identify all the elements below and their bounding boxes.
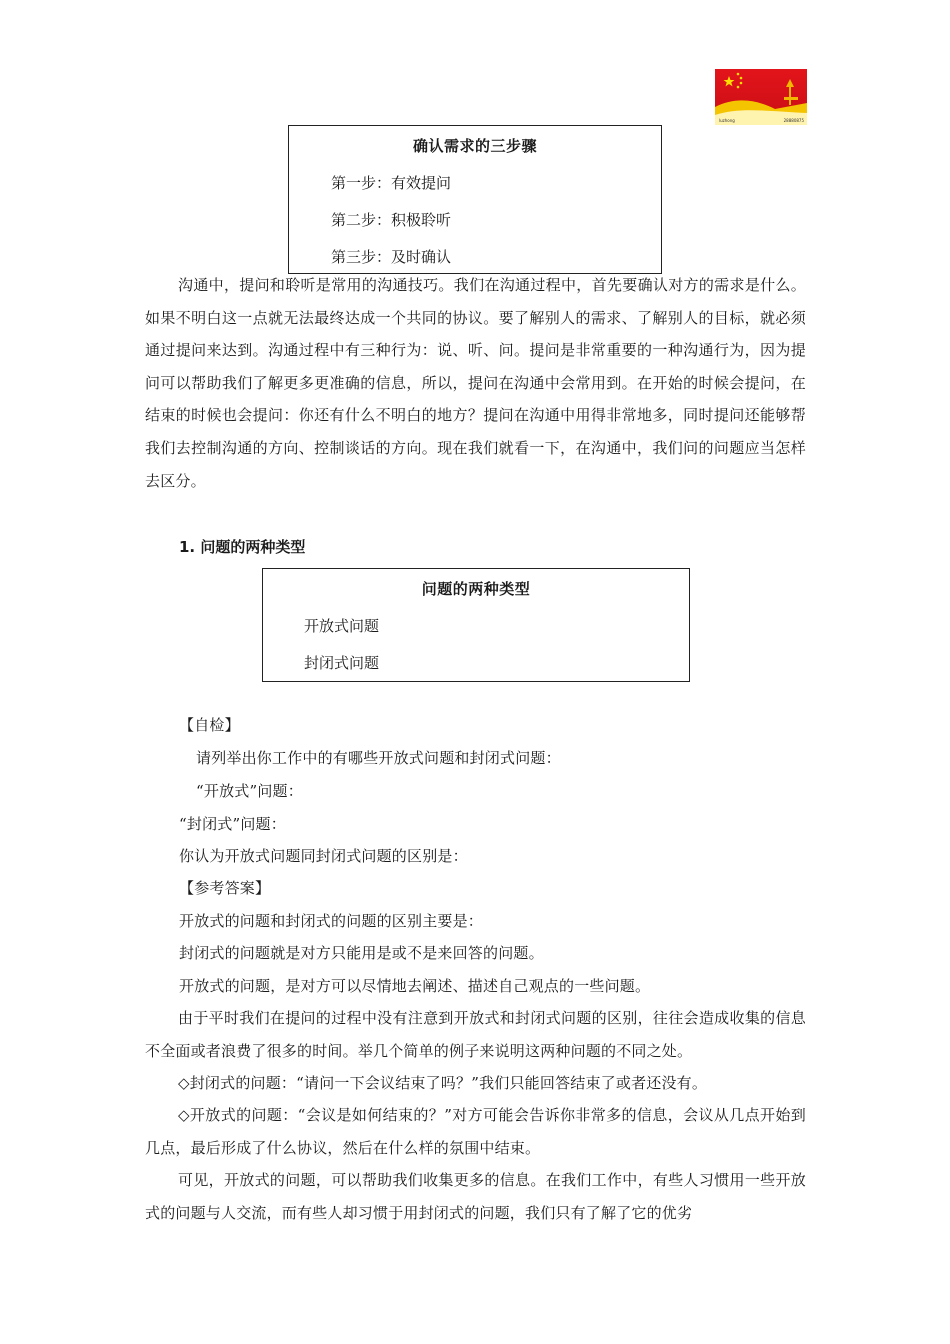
conclusion-paragraph: 可见，开放式的问题，可以帮助我们收集更多的信息。在我们工作中，有些人习惯用一些开放式的问题与人交流，而有些人却习惯于用封闭式的问题，我们只有了解了它的优劣 — [145, 1171, 806, 1222]
closed-question-prompt: “封闭式”问题： — [179, 815, 286, 833]
step-2: 第二步：积极聆听 — [331, 211, 452, 229]
question-types-box — [262, 568, 690, 682]
self-check-prompt: 请列举出你工作中的有哪些开放式问题和封闭式问题： — [196, 749, 561, 767]
open-question-prompt: “开放式”问题： — [196, 782, 303, 800]
answer-line-1: 开放式的问题和封闭式的问题的区别主要是： — [179, 912, 484, 930]
logo-right-text: 28880875 — [783, 118, 804, 123]
three-steps-box — [288, 125, 662, 274]
step-3: 第三步：及时确认 — [331, 248, 452, 266]
closed-question-item: 封闭式问题 — [304, 654, 380, 672]
flag-logo-icon — [715, 69, 807, 125]
answer-line-3: 开放式的问题，是对方可以尽情地去阐述、描述自己观点的一些问题。 — [179, 977, 651, 995]
closed-example: ◇封闭式的问题：“请问一下会议结束了吗？”我们只能回答结束了或者还没有。 — [178, 1074, 708, 1092]
intro-paragraph: 沟通中，提问和聆听是常用的沟通技巧。我们在沟通过程中，首先要确认对方的需求是什么。如果不明白这一点就无法最终达成一个共同的协议。要了解别人的需求、了解别人的目标，就必须通过提问来达到。沟通过程中有三种行为：说、听、问。提问是非常重要的一种沟通行为，因为提问可以帮助我们了解更多更准确的信息，所以，提问在沟通中会常用到。在开始的时候会提问，在结束的时候也会提问：你还有什么不明白的地方？提问在沟通中用得非常地多，同时提问还能够帮我们去控制沟通的方向、控制谈话的方向。现在我们就看一下，在沟通中，我们问的问题应当怎样去区分。 — [145, 276, 806, 490]
explanation-paragraph: 由于平时我们在提问的过程中没有注意到开放式和封闭式问题的区别，往往会造成收集的信息不全面或者浪费了很多的时间。举几个简单的例子来说明这两种问题的不同之处。 — [145, 1009, 806, 1060]
logo-left-text: luzhong — [719, 118, 735, 123]
open-question-item: 开放式问题 — [304, 617, 380, 635]
three-steps-title: 确认需求的三步骤 — [412, 137, 537, 155]
header-logo — [715, 69, 807, 125]
answer-line-2: 封闭式的问题就是对方只能用是或不是来回答的问题。 — [179, 944, 544, 962]
self-check-label: 【自检】 — [179, 716, 240, 734]
open-example: ◇开放式的问题：“会议是如何结束的？”对方可能会告诉你非常多的信息，会议从几点开始到几点，最后形成了什么协议，然后在什么样的氛围中结束。 — [145, 1106, 806, 1157]
step-1: 第一步：有效提问 — [331, 174, 452, 192]
answer-label: 【参考答案】 — [179, 879, 271, 897]
section-heading: 1. 问题的两种类型 — [179, 538, 306, 556]
difference-prompt: 你认为开放式问题同封闭式问题的区别是： — [179, 847, 468, 865]
question-types-title: 问题的两种类型 — [421, 580, 531, 598]
